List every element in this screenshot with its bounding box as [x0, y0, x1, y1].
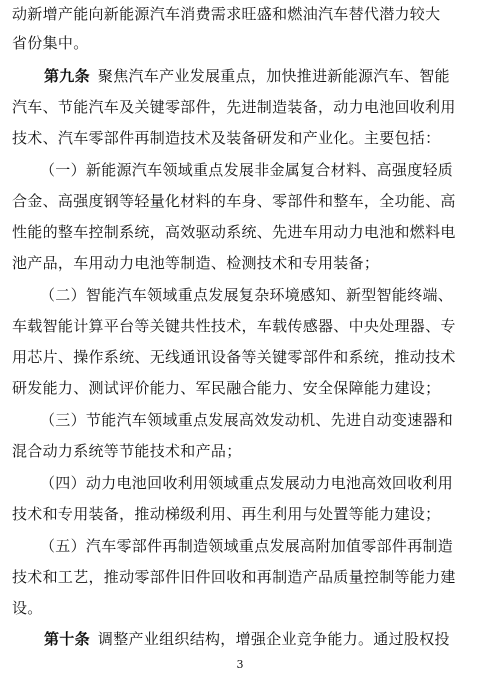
text-line: 池产品，车用动力电池等制造、检测技术和专用装备；	[12, 254, 380, 272]
text-line: 技术和工艺，推动零部件旧件回收和再制造产品质量控制等能力建	[12, 568, 456, 586]
text-line: 混合动力系统等节能技术和产品；	[12, 442, 242, 460]
text-line: 技术和专用装备，推动梯级利用、再生利用与处置等能力建设；	[12, 505, 441, 523]
text-line: 性能的整车控制系统，高效驱动系统、先进车用动力电池和燃料电	[12, 223, 456, 241]
text-line: 省份集中。	[12, 34, 89, 52]
article-9-line: 第九条 聚焦汽车产业发展重点，加快推进新能源汽车、智能	[0, 64, 480, 88]
text-line: （五）汽车零部件再制造领域重点发展高附加值零部件再制造	[40, 537, 454, 555]
text-line: （三）节能汽车领域重点发展高效发动机、先进自动变速器和	[40, 411, 454, 429]
text-line: 用芯片、操作系统、无线通讯设备等关键零部件和系统，推动技术	[12, 348, 456, 366]
article-heading: 第九条	[44, 67, 90, 85]
text-line: 车载智能计算平台等关键共性技术，车载传感器、中央处理器、专	[12, 317, 456, 335]
page-number: 3	[236, 658, 244, 671]
text-line: 设。	[12, 599, 43, 617]
text-line: （一）新能源汽车领域重点发展非金属复合材料、高强度轻质	[40, 161, 454, 179]
text-line: 动新增产能向新能源汽车消费需求旺盛和燃油汽车替代潜力较大	[12, 5, 441, 23]
text-line: （四）动力电池回收利用领域重点发展动力电池高效回收利用	[40, 474, 454, 492]
text-line: 合金、高强度钢等轻量化材料的车身、零部件和整车，全功能、高	[12, 192, 456, 210]
article-10-line: 第十条 调整产业组织结构，增强企业竞争能力。通过股权投	[0, 627, 480, 651]
text-line: （二）智能汽车领域重点发展复杂环境感知、新型智能终端、	[40, 286, 454, 304]
text-line: 技术、汽车零部件再制造技术及装备研发和产业化。主要包括：	[12, 129, 441, 147]
text-line: 汽车、节能汽车及关键零部件，先进制造装备，动力电池回收利用	[12, 98, 456, 116]
article-heading: 第十条	[44, 630, 90, 648]
text-line: 研发能力、测试评价能力、军民融合能力、安全保障能力建设；	[12, 379, 441, 397]
